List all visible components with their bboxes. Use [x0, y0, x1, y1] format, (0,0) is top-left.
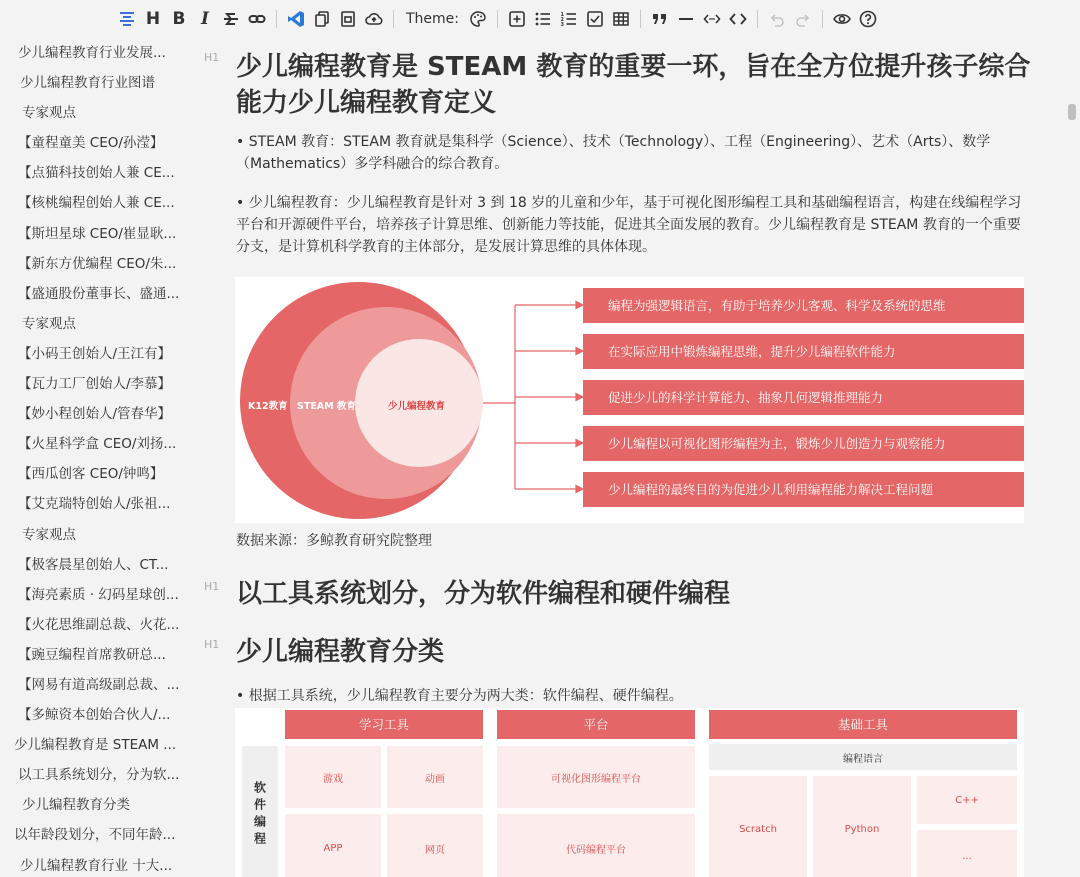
classification-diagram: [235, 708, 1024, 877]
editor-content[interactable]: [194, 38, 1060, 877]
paragraph-kids-coding: • 少儿编程教育：少儿编程教育是针对 3 到 18 岁的儿童和少年，基于可视化图形编程工具和基础编程语言，构建在线编程学习平台和开源硬件平台，培养孩子计算思维、创新能力等技能，促进其全面发展的教育。少儿编程教育是 STEAM 教育的一个重要分支，是计算机科学教育的主体部分，是发展计算思维的具体体现。: [236, 195, 1022, 255]
outline-item[interactable]: 【童程童美 CEO/孙滢】: [18, 135, 164, 152]
outline-item[interactable]: 【点猫科技创始人兼 CE...: [18, 165, 175, 182]
row-label-box: [242, 746, 278, 877]
outline-item[interactable]: 【新东方优编程 CEO/朱...: [18, 255, 177, 272]
outline-item[interactable]: 少儿编程教育行业 十大...: [20, 857, 173, 874]
outline-item[interactable]: 【斯坦星球 CEO/崔显耿...: [18, 225, 177, 242]
toolbar-divider: [393, 10, 394, 28]
horizontal-rule-icon[interactable]: [673, 6, 699, 32]
svg-text:1: 1: [560, 12, 564, 18]
theme-label: Theme:: [406, 11, 460, 27]
add-icon[interactable]: [504, 6, 530, 32]
h1-tag: H1: [204, 638, 220, 651]
sub-header-language: 编程语言: [709, 744, 1017, 770]
toolbar-divider: [640, 10, 641, 28]
toolbar: [0, 0, 1080, 38]
palette-icon[interactable]: [465, 6, 491, 32]
heading-block: [194, 49, 1034, 121]
heading-icon[interactable]: H: [145, 9, 161, 29]
outline-item[interactable]: 【多鲸资本创始合伙人/...: [18, 707, 171, 724]
scrollbar-thumb[interactable]: [1068, 104, 1076, 120]
h1-tag: H1: [204, 580, 220, 593]
table-icon[interactable]: [608, 6, 634, 32]
benefit-bar: 少儿编程以可视化图形编程为主，锻炼少儿创造力与观察能力: [583, 426, 1024, 461]
svg-text:3: 3: [560, 22, 564, 28]
bullet-list-icon[interactable]: [530, 6, 556, 32]
cell-cpp: C++: [917, 776, 1017, 824]
upload-icon[interactable]: [361, 6, 387, 32]
data-source: 数据来源：多鲸教育研究院整理: [236, 533, 432, 549]
outline-item[interactable]: 【西瓜创客 CEO/钟鸣】: [18, 466, 164, 483]
cell-code-platform: 代码编程平台: [497, 814, 695, 877]
cell-visual-platform: 可视化图形编程平台: [497, 746, 695, 808]
quote-icon[interactable]: [647, 6, 673, 32]
toolbar-divider: [497, 10, 498, 28]
steam-label: STEAM 教育: [297, 401, 356, 412]
definition-diagram: [235, 277, 1024, 523]
benefit-bar: 在实际应用中锻炼编程思维，提升少儿编程软件能力: [583, 334, 1024, 369]
outline-item[interactable]: 少儿编程教育是 STEAM ...: [14, 737, 177, 754]
copy-icon[interactable]: [309, 6, 335, 32]
outline-item[interactable]: 以工具系统划分，分为软...: [18, 767, 180, 784]
outline-item[interactable]: 以年龄段划分，不同年龄...: [14, 827, 176, 844]
numbered-list-icon[interactable]: [556, 6, 582, 32]
outline-item[interactable]: 专家观点: [22, 526, 76, 543]
toolbar-divider: [276, 10, 277, 28]
cell-animation: 动画: [387, 746, 483, 808]
header-platform: 平台: [497, 710, 695, 739]
benefit-bar: 促进少儿的科学计算能力、抽象几何逻辑推理能力: [583, 380, 1024, 415]
outline-item[interactable]: 少儿编程教育分类: [22, 797, 130, 814]
code-inline-icon[interactable]: [699, 6, 725, 32]
outline-item[interactable]: 少儿编程教育行业发展...: [18, 45, 166, 61]
coding-label: 少儿编程教育: [388, 401, 446, 412]
k12-label: K12教育: [248, 401, 288, 412]
cell-more: ...: [917, 830, 1017, 877]
outline-item[interactable]: 【盛通股份董事长、盛通...: [18, 285, 180, 302]
outline-item[interactable]: 【瓦力工厂创始人/李慕】: [18, 376, 172, 393]
redo-icon[interactable]: [790, 6, 816, 32]
outline-item[interactable]: 【海亮素质 · 幻码星球创...: [18, 586, 179, 603]
vscode-icon[interactable]: [283, 6, 309, 32]
benefit-bar: 编程为强逻辑语言，有助于培养少儿客观、科学及系统的思维: [583, 288, 1024, 323]
heading-block: [194, 634, 1034, 670]
h1-tag: H1: [204, 51, 220, 64]
checkbox-icon[interactable]: [582, 6, 608, 32]
italic-icon[interactable]: I: [201, 9, 209, 29]
row-label-software: 软件编程: [252, 780, 267, 849]
paragraph-steam: • STEAM 教育：STEAM 教育就是集科学（Science）、技术（Technology）、工程（Engineering）、艺术（Arts）、数学（Mathematics）多学科融合的综合教育。: [236, 134, 991, 172]
outline-item[interactable]: 【艾克瑞特创始人/张祖...: [18, 496, 171, 513]
export-icon[interactable]: [335, 6, 361, 32]
outline-item[interactable]: 【极客晨星创始人、CT...: [18, 556, 169, 573]
paragraph-classification: • 根据工具系统，少儿编程教育主要分为两大类：软件编程、硬件编程。: [236, 688, 683, 704]
toolbar-divider: [757, 10, 758, 28]
header-basic-tools: 基础工具: [709, 710, 1017, 739]
outline-item[interactable]: 少儿编程教育行业图谱: [20, 75, 155, 92]
outline-item[interactable]: 【网易有道高级副总裁、...: [18, 676, 180, 693]
cell-python: Python: [813, 776, 911, 877]
cell-scratch: Scratch: [709, 776, 807, 877]
svg-text:2: 2: [560, 17, 564, 23]
outline-item[interactable]: 【火花思维副总裁、火花...: [18, 616, 180, 633]
outline-sidebar: [0, 38, 190, 877]
outline-item[interactable]: 【妙小程创始人/管春华】: [18, 406, 172, 423]
outline-item[interactable]: 【火星科学盒 CEO/刘扬...: [18, 436, 177, 453]
align-icon[interactable]: [114, 6, 140, 32]
cell-web: 网页: [387, 814, 483, 877]
strikethrough-icon[interactable]: [218, 6, 244, 32]
heading-steam: 少儿编程教育是 STEAM 教育的重要一环，旨在全方位提升孩子综合能力少儿编程教育定义: [236, 52, 1031, 118]
undo-icon[interactable]: [764, 6, 790, 32]
toolbar-divider: [822, 10, 823, 28]
help-icon[interactable]: [855, 6, 881, 32]
heading-classification: 少儿编程教育分类: [236, 637, 445, 667]
preview-icon[interactable]: [829, 6, 855, 32]
benefit-bar: 少儿编程的最终目的为促进少儿利用编程能力解决工程问题: [583, 472, 1024, 507]
heading-tool-system: 以工具系统划分，分为软件编程和硬件编程: [236, 579, 731, 609]
outline-item[interactable]: 专家观点: [22, 105, 76, 122]
link-icon[interactable]: [244, 6, 270, 32]
bold-icon[interactable]: B: [172, 9, 186, 29]
heading-block: [194, 576, 1034, 612]
outline-item[interactable]: 【核桃编程创始人兼 CE...: [18, 195, 175, 212]
cell-app: APP: [285, 814, 381, 877]
outline-item[interactable]: 【小码王创始人/王江有】: [18, 345, 172, 362]
cell-game: 游戏: [285, 746, 381, 808]
header-learning-tools: 学习工具: [285, 710, 483, 739]
outline-item[interactable]: 【豌豆编程首席教研总...: [18, 646, 166, 663]
outline-item[interactable]: 专家观点: [22, 315, 76, 332]
code-block-icon[interactable]: [725, 6, 751, 32]
